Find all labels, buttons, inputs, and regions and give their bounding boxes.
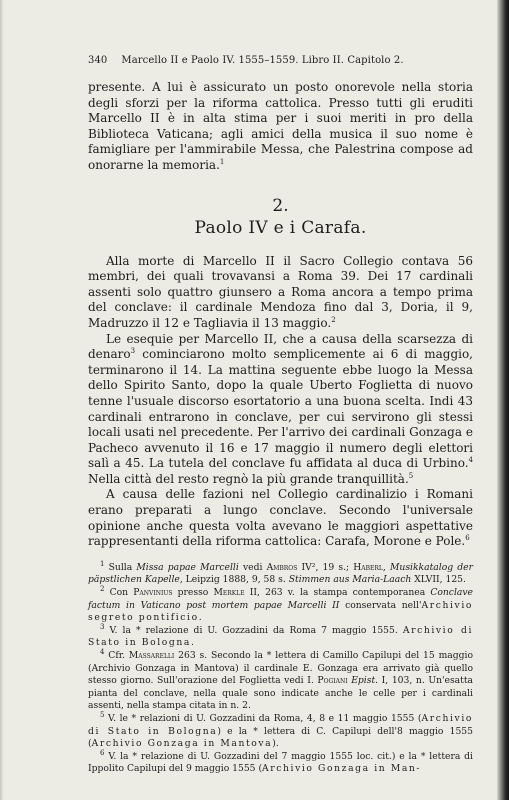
footnote-text: Archivio segreto pontificio (88, 599, 474, 624)
note-ref: 4 (468, 456, 473, 465)
footnote-text: Archivio Gonzaga in Man- (262, 763, 422, 775)
footnote-number: 4 (100, 647, 105, 656)
footnote-text: Haberl (353, 561, 383, 573)
note-ref: 1 (219, 157, 225, 166)
footnote-text: ) il cardinale E. Gonzaga era arrivato già quello stesso giorno. Sull'orazione del Foglietta vedi I. (88, 662, 473, 687)
footnote-text: Archivio di Stato in Bologna (88, 624, 473, 649)
footnote-text: Missa papae Marcelli (136, 561, 239, 573)
footnote-number: 3 (100, 622, 105, 631)
footnote-text: Conclave factum in Vaticano post mortem papae Marcelli II (88, 587, 473, 611)
note-ref: 3 (130, 347, 136, 356)
footnote-text: V. le * relazioni di U. Gozzadini da Roma, 4, 8 e 11 maggio 1555 ( (104, 712, 422, 724)
footnote-text: conservata nell' (339, 599, 422, 611)
footnote-text: Archivio Gonzaga in Mantova (91, 662, 236, 674)
section-title: Paolo IV e i Carafa. (194, 217, 367, 238)
footnote-number: 1 (100, 559, 105, 568)
paragraph-text: Le esequie per Marcello II, che a causa della scarsezza di denaro (88, 331, 473, 362)
footnote-text: Sulla (104, 561, 137, 573)
scan-left-edge (0, 0, 4, 800)
footnote-text: V. la * relazione di U. Gozzadini del 7 maggio 1555 loc. cit.) e la * lettera di Ippolito Capilupi del 9 maggio 1555 ( (88, 750, 473, 775)
footnote-text: Pogiani (317, 675, 348, 687)
note-ref: 2 (331, 315, 336, 324)
paragraph-text: Nella città del resto regnò la più grande tranquillità. (88, 471, 409, 486)
intro-paragraph (88, 80, 473, 174)
paragraph-text: cominciarono molto semplicemente ai 6 di maggio, terminarono il 14. La mattina seguente ebbe luogo la Messa dello Spirito Santo, dopo la quale Uberto Foglietta di nuovo tenne l'usuale discorso esortatorio a una buona scelta. Indi 43 cardinali entrarono in conclave, per cui servirono gli stessi locali usati nel precedente. Per l'arrivo dei cardinali Gonzaga e Pacheco avvenuto il 16 e 17 maggio il numero degli elettori salì a 45. La tutela del conclave fu affidata al duca di Urbino. (88, 347, 473, 471)
paragraph-text: A causa delle fazioni nel Collegio cardinalizio i Romani erano preparati a lungo conclave. Secondo l'universale opinione anche questa volta avevano le maggiori aspettative rappresentanti della riforma cattolica: Carafa, Morone e Pole. (88, 487, 473, 549)
footnote-text: ). (272, 738, 279, 750)
footnote-text: Con (104, 587, 134, 599)
running-head (88, 55, 473, 66)
footnote-text: vedi (238, 561, 267, 573)
footnote (88, 710, 473, 751)
paragraph (88, 487, 473, 549)
footnote-text: ) e la * lettera di C. Capilupi dell'8 maggio 1555 ( (88, 725, 473, 750)
footnote-number: 6 (100, 748, 105, 757)
footnote-text: Merkle (213, 587, 245, 599)
paragraph-text: Alla morte di Marcello II il Sacro Collegio contava 56 membri, dei quali trovavansi a Roma 39. Dei 17 cardinali assenti solo quattro giunsero a Roma ancora a tempo prima del conclave: il cardinale Mendoza fino dal 3, Doria, il 9, Madruzzo il 12 e Tagliavia il 13 maggio. (88, 253, 473, 330)
footnote-text: . (191, 637, 194, 649)
paragraph (88, 332, 473, 488)
footnote (88, 647, 474, 713)
footnote-text: Stimmen aus Maria-Laach (288, 574, 412, 586)
footnote-number: 2 (100, 584, 105, 593)
footnote-text: I, 103, n. Un'esatta pianta del conclave, nella quale sono indicate anche le celle per i cardinali assenti, nella stampa citata in n. 2. (88, 675, 474, 712)
footnote-text: Massarelli (128, 650, 175, 661)
scan-right-edge (497, 0, 509, 800)
footnote-text: IV², 19 s.; (297, 561, 354, 573)
footnote-text: Musikkatalog der päpstlichen Kapelle (88, 561, 473, 586)
footnote-text: 263 s. Secondo la * lettera di Camillo Capilupi del 15 maggio ( (88, 650, 473, 674)
footnote-text: . (198, 612, 202, 624)
footnotes (88, 559, 474, 776)
intro-text: presente. A lui è assicurato un posto onorevole nella storia degli sforzi per la riforma cattolica. Presso tutti gli eruditi Marcello II è in alta stima per i suoi meriti in pro della Biblioteca Vaticana; agli amici della musica il suo nome è famigliare per l'ammirabile Messa, che Palestrina compose ad onorarne la memoria. (88, 80, 473, 172)
footnote-text: II, 263 v. la stampa contemporanea (244, 587, 431, 599)
note-ref: 6 (465, 534, 470, 543)
footnote-text: Cfr. (104, 650, 129, 661)
footnote-text: , (382, 561, 391, 573)
page-number: 340 (88, 55, 108, 66)
footnote-text: Epist. (351, 675, 379, 687)
footnote-text: V. la * relazione di U. Gozzadini da Roma 7 maggio 1555. (104, 624, 403, 636)
footnote-text: Archivio di Stato in Bologna (88, 712, 473, 737)
footnote-text: XLVII, 125. (411, 574, 466, 586)
footnote-text: Ambros (266, 561, 298, 573)
footnote-number: 5 (100, 710, 105, 719)
footnote-text: presso (172, 587, 214, 599)
running-title: Marcello II e Paolo IV. 1555–1559. Libro II. Capitolo 2. (121, 55, 404, 66)
paragraph (88, 254, 473, 332)
section-number: 2. (272, 195, 289, 216)
footnote-text: Panvinius (133, 587, 173, 599)
footnote-text: Archivio Gonzaga in Mantova (91, 738, 273, 750)
footnote-text: , Leipzig 1888, 9, 58 s. (179, 574, 289, 586)
footnote (88, 559, 473, 587)
book-page (88, 55, 473, 776)
footnote (88, 584, 474, 625)
note-ref: 5 (408, 471, 414, 480)
footnote (88, 748, 473, 776)
footnote (88, 622, 473, 650)
